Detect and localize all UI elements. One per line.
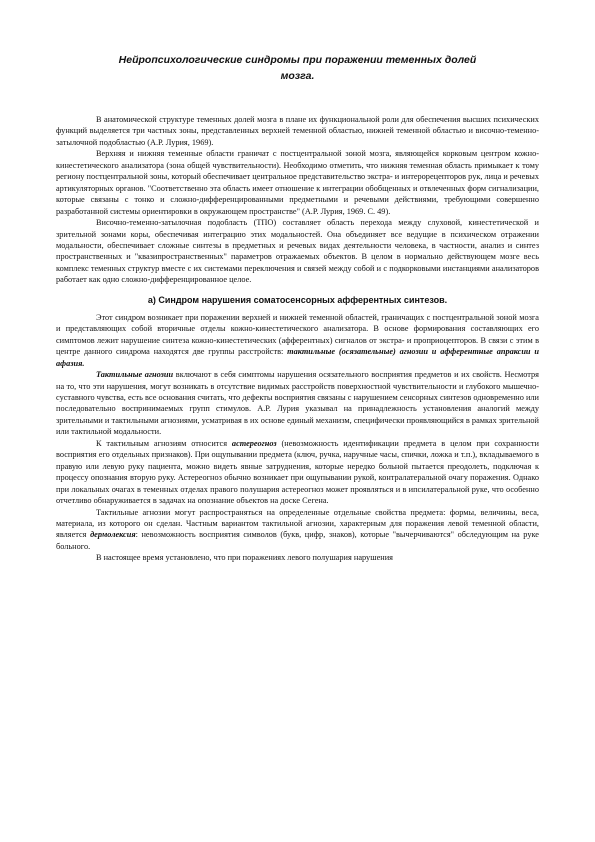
document-title <box>56 52 539 84</box>
intro-paragraph-1: В анатомической структуре теменных долей мозга в плане их функциональной роли для обеспечения высших психических функций выделяется три частных зоны, представленных верхней теменной областью, нижней теменной областью и височно-теменно-затылочной подобластью (А.Р. Лурия, 1969). <box>56 115 539 147</box>
section-paragraph-4 <box>56 507 539 553</box>
key-term: тактильные (осязательные) агнозии и афферентные апраксии и афазия. <box>56 347 539 368</box>
intro-paragraph-3: Височно-теменно-затылочная подобласть (ТПО) составляет область перехода между слуховой, кинестетической и зрительной зонами коры, обеспечивая интеграцию этих модальностей. Она объединяет все ведущие в психическом отражении модальности, обеспечивает сложные синтезы в предметных и речевых видах деятельности человека, в частности, анализ и синтез пространственных и "квазипространственных" параметров отражаемых объектов. В целом в нормально действующем мозге весь комплекс теменных структур вместе с их системами переключения и связей между собой и с подкорковыми инстанциями анализаторов работает как одно сложно-дифференцированное целое. <box>56 218 539 285</box>
section-heading: а) Синдром нарушения соматосенсорных афферентных синтезов. <box>147 294 448 305</box>
paragraph-text: Этот синдром возникает при поражении верхней и нижней теменной областей, граничащих с постцентральной зоной мозга и представляющих собой вторичные отделы кожно-кинестетического анализатора. В основе формирования составляющих его симптомов лежит нарушение синтеза кожно-кинестетических (афферентных) сигналов от экстра- и проприоцепторов. В связи с этим в центре данного синдрома находятся две группы расстройств: <box>56 312 539 357</box>
key-term: астереогноз <box>231 438 277 448</box>
key-term: дермолексия <box>90 530 136 540</box>
key-term: Тактильные агнозии <box>96 370 174 380</box>
section-paragraph-5: В настоящее время установлено, что при поражениях левого полушария нарушения <box>96 553 393 563</box>
section-paragraph-1 <box>56 312 539 369</box>
title-line-2: мозга. <box>280 70 315 82</box>
section-paragraph-3 <box>56 438 539 507</box>
title-line-1: Нейропсихологические синдромы при поражении теменных долей <box>118 54 477 66</box>
paragraph-text: Тактильные агнозии могут распространяться на определенные отдельные свойства предмета: формы, величины, веса, материала, из которого он сделан. Частным вариантом тактильной агнозии, характерным для поражения левой теменной области, является <box>56 507 539 540</box>
paragraph-text: : невозможность восприятия символов (букв, цифр, знаков), которые "вычерчиваются" обследующим на руке больного. <box>56 530 539 551</box>
section-paragraph-2 <box>56 369 539 438</box>
paragraph-text: (невозможность идентификации предмета в целом при сохранности восприятия его отдельных признаков). При ощупывании предмета (ключ, ручка, наручные часы, спички, ложка и т.п.), вкладываемого в правую или левую руку пациента, можно видеть явные затруднения, которые нередко больной пытается преодолеть, подключая к процессу опознания вторую руку. Астереогноз обычно возникает при ощупывании рукой, контралатеральной очагу поражения. Однако при локальных очагах в теменных отделах правого полушария астереогноз может проявляться и в ипсилатеральной руке, что особенно отчетливо обнаруживается в задачах на опознание объектов на доске Сегена. <box>56 438 539 506</box>
paragraph-text: включают в себя симптомы нарушения осязательного восприятия предметов и их свойств. Несмотря на то, что эти нарушения, могут возникать в отсутствие видимых расстройств поверхностной чувствительности и глубокого мышечно-суставного чувства, есть все основания считать, что дефекты восприятия связаны с нарушением сенсорных синтезов одновременно или последовательно воспринимаемых групп стимулов. А.Р. Лурия указывал на принадлежность установления аналогий между зрительными и тактильными агнозиями, усматривая в их основе единый механизм, специфически проявляющийся в рамках зрительной или тактильной модальности. <box>56 370 539 437</box>
intro-paragraph-2: Верхняя и нижняя теменные области граничат с постцентральной зоной мозга, являющейся корковым центром кожно-кинестетического анализатора (зона общей чувствительности). Необходимо отметить, что нижняя теменная область примыкает к тому региону постцентральной зоны, который обеспечивает центральное представительство экстра- и интерорецепторов рук, лица и речевых артикуляторных органов. "Соответственно эта область имеет отношение к интеграции обобщенных и отвлеченных форм сигнализации, которые связаны с тонко и сложно-дифференцированными предметными и речевыми действиями, требующими совершенно разработанной системы ориентировки в окружающем пространстве" (А.Р. Лурия, 1969. С. 49). <box>56 149 539 216</box>
paragraph-text: К тактильным агнозиям относится <box>96 438 232 448</box>
